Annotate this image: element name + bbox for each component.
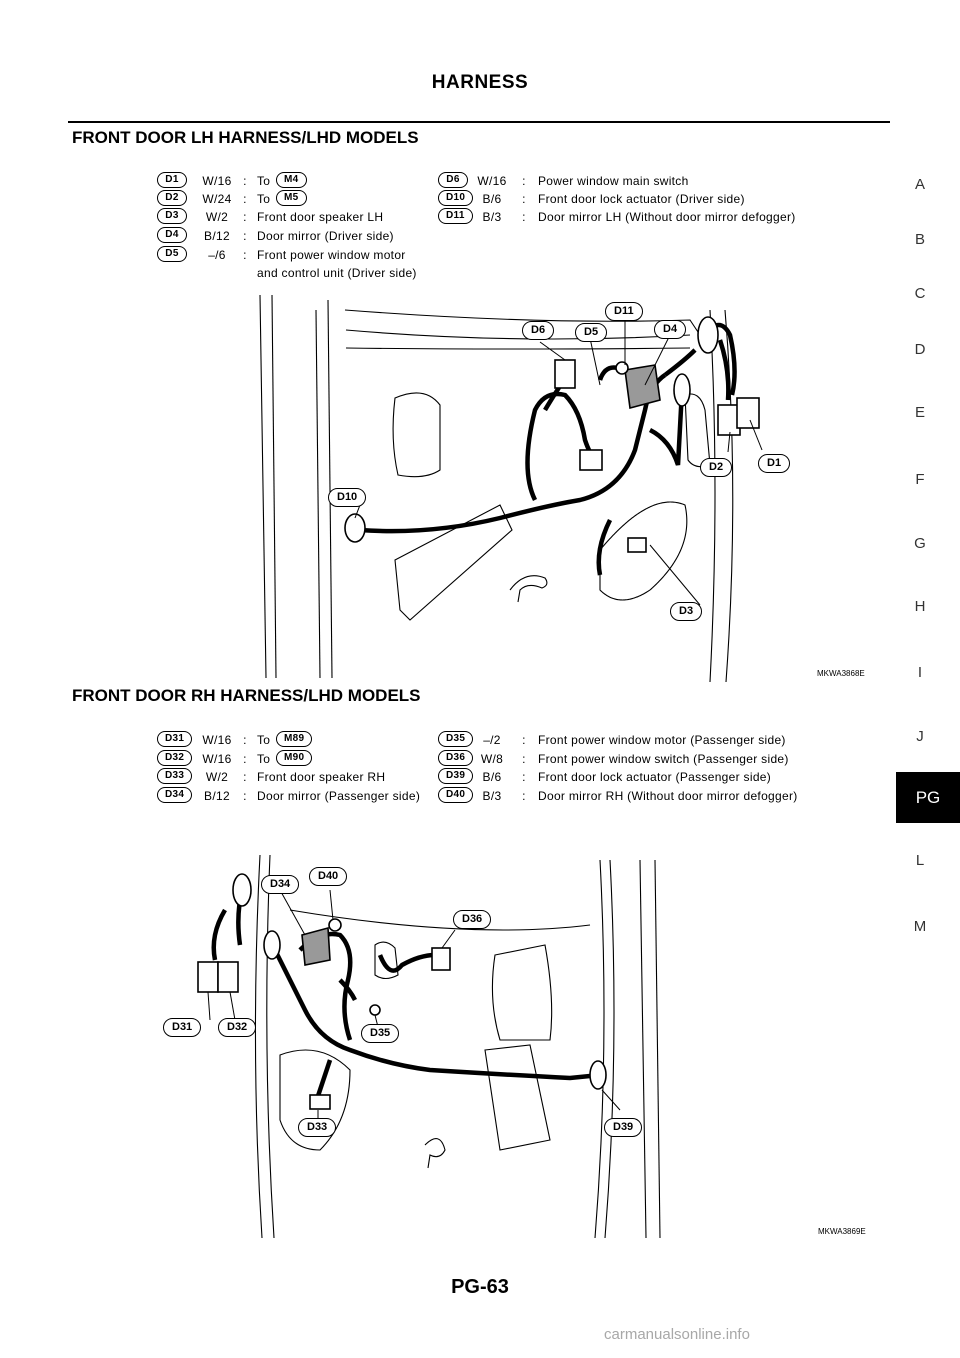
harness-wire — [214, 880, 600, 1105]
wire-spec: B/12 — [204, 229, 230, 243]
separator: : — [243, 229, 247, 243]
wire-spec: W/16 — [477, 174, 507, 188]
side-index-letter[interactable]: M — [913, 918, 927, 935]
diagram-label-d6: D6 — [522, 321, 554, 340]
connector-description-cont: and control unit (Driver side) — [257, 266, 417, 280]
separator: : — [243, 248, 247, 262]
separator: : — [243, 192, 247, 206]
door-outline — [260, 295, 733, 682]
separator: : — [522, 174, 526, 188]
figure-code-lh: MKWA3868E — [817, 669, 865, 678]
diagram-label-d35: D35 — [361, 1024, 399, 1043]
connector-code: D35 — [438, 731, 473, 747]
connector-description: To — [257, 192, 271, 206]
section-title-lh: FRONT DOOR LH HARNESS/LHD MODELS — [72, 128, 419, 147]
side-index-tab-active[interactable]: PG — [896, 772, 960, 823]
connector-description: Power window main switch — [538, 174, 689, 188]
diagram-label-d31: D31 — [163, 1018, 201, 1037]
connector-description: Front power window switch (Passenger side) — [538, 752, 789, 766]
connector-code: D31 — [157, 731, 192, 747]
wire-spec: W/8 — [480, 752, 504, 766]
connector-ref: M89 — [276, 731, 312, 747]
side-index-letter[interactable]: C — [914, 285, 926, 302]
wire-spec: B/3 — [482, 789, 502, 803]
separator: : — [243, 789, 247, 803]
connector-ref: M4 — [276, 172, 307, 188]
connector-code: D11 — [438, 208, 473, 224]
connector-description: Door mirror (Passenger side) — [257, 789, 421, 803]
side-index-letter[interactable]: A — [914, 176, 925, 193]
diagram-label-d34: D34 — [261, 875, 299, 894]
watermark: carmanualsonline.info — [604, 1326, 750, 1343]
separator: : — [243, 752, 247, 766]
connector-description: Front door speaker RH — [257, 770, 386, 784]
separator: : — [522, 789, 526, 803]
connector-description: To — [257, 174, 271, 188]
wire-spec: B/6 — [482, 770, 502, 784]
wire-spec: W/24 — [202, 192, 232, 206]
separator: : — [243, 733, 247, 747]
connector-description: Front door lock actuator (Driver side) — [538, 192, 745, 206]
side-index-letter[interactable]: I — [917, 664, 923, 681]
section-title-rh: FRONT DOOR RH HARNESS/LHD MODELS — [72, 686, 421, 705]
connector-code: D40 — [438, 787, 473, 803]
side-index-letter[interactable]: L — [915, 852, 925, 869]
figure-code-rh: MKWA3869E — [818, 1227, 866, 1236]
wire-spec: W/16 — [202, 733, 232, 747]
side-index-letter[interactable]: F — [915, 471, 925, 488]
connector-ref: M5 — [276, 190, 307, 206]
harness-wire — [360, 325, 735, 575]
connector-code: D39 — [438, 768, 473, 784]
diagram-label-d33: D33 — [298, 1118, 336, 1137]
connector-code: D36 — [438, 750, 473, 766]
diagram-label-d11: D11 — [605, 302, 643, 321]
connector-code: D32 — [157, 750, 192, 766]
connector-description: Front power window motor (Passenger side) — [538, 733, 786, 747]
connector-code: D1 — [157, 172, 187, 188]
side-index-letter[interactable]: J — [916, 728, 924, 745]
diagram-label-d5: D5 — [575, 323, 607, 342]
wire-spec: –/6 — [208, 248, 226, 262]
separator: : — [243, 174, 247, 188]
diagram-label-d36: D36 — [453, 910, 491, 929]
connector-bodies — [345, 317, 759, 552]
connector-description: Front power window motor — [257, 248, 406, 262]
connector-description: To — [257, 733, 271, 747]
wire-spec: W/16 — [202, 752, 232, 766]
connector-description: Door mirror RH (Without door mirror defogger) — [538, 789, 798, 803]
connector-ref: M90 — [276, 750, 312, 766]
connector-code: D6 — [438, 172, 468, 188]
diagram-label-d39: D39 — [604, 1118, 642, 1137]
diagram-label-d40: D40 — [309, 867, 347, 886]
side-index-letter[interactable]: B — [914, 231, 925, 248]
separator: : — [522, 752, 526, 766]
connector-description: Front door speaker LH — [257, 210, 384, 224]
wire-spec: W/2 — [205, 210, 229, 224]
connector-code: D3 — [157, 208, 187, 224]
harness-diagram-rh — [170, 850, 670, 1240]
side-index-letter[interactable]: G — [914, 535, 926, 552]
header-divider — [68, 121, 890, 123]
wire-spec: –/2 — [483, 733, 501, 747]
separator: : — [522, 770, 526, 784]
diagram-label-d4: D4 — [654, 320, 686, 339]
diagram-label-d2: D2 — [700, 458, 732, 477]
side-index-letter[interactable]: H — [914, 598, 926, 615]
separator: : — [243, 770, 247, 784]
wire-spec: W/16 — [202, 174, 232, 188]
connector-code: D33 — [157, 768, 192, 784]
side-index-letter[interactable]: E — [914, 404, 925, 421]
harness-diagram-lh — [250, 290, 870, 682]
diagram-label-d3: D3 — [670, 602, 702, 621]
connector-description: Door mirror (Driver side) — [257, 229, 394, 243]
connector-code: D34 — [157, 787, 192, 803]
separator: : — [522, 192, 526, 206]
wire-spec: B/6 — [482, 192, 502, 206]
wire-spec: B/3 — [482, 210, 502, 224]
leader-lines — [208, 890, 620, 1125]
connector-code: D4 — [157, 227, 187, 243]
connector-bodies — [198, 874, 606, 1109]
diagram-label-d1: D1 — [758, 454, 790, 473]
connector-description: To — [257, 752, 271, 766]
connector-description: Front door lock actuator (Passenger side) — [538, 770, 772, 784]
diagram-label-d10: D10 — [328, 488, 366, 507]
diagram-label-d32: D32 — [218, 1018, 256, 1037]
connector-code: D10 — [438, 190, 473, 206]
wire-spec: B/12 — [204, 789, 230, 803]
wire-spec: W/2 — [205, 770, 229, 784]
page-header-title: HARNESS — [431, 72, 529, 93]
side-index-letter[interactable]: D — [914, 341, 926, 358]
connector-description: Door mirror LH (Without door mirror defogger) — [538, 210, 796, 224]
separator: : — [243, 210, 247, 224]
separator: : — [522, 733, 526, 747]
connector-code: D2 — [157, 190, 187, 206]
page-number: PG-63 — [451, 1276, 509, 1298]
connector-code: D5 — [157, 246, 187, 262]
separator: : — [522, 210, 526, 224]
